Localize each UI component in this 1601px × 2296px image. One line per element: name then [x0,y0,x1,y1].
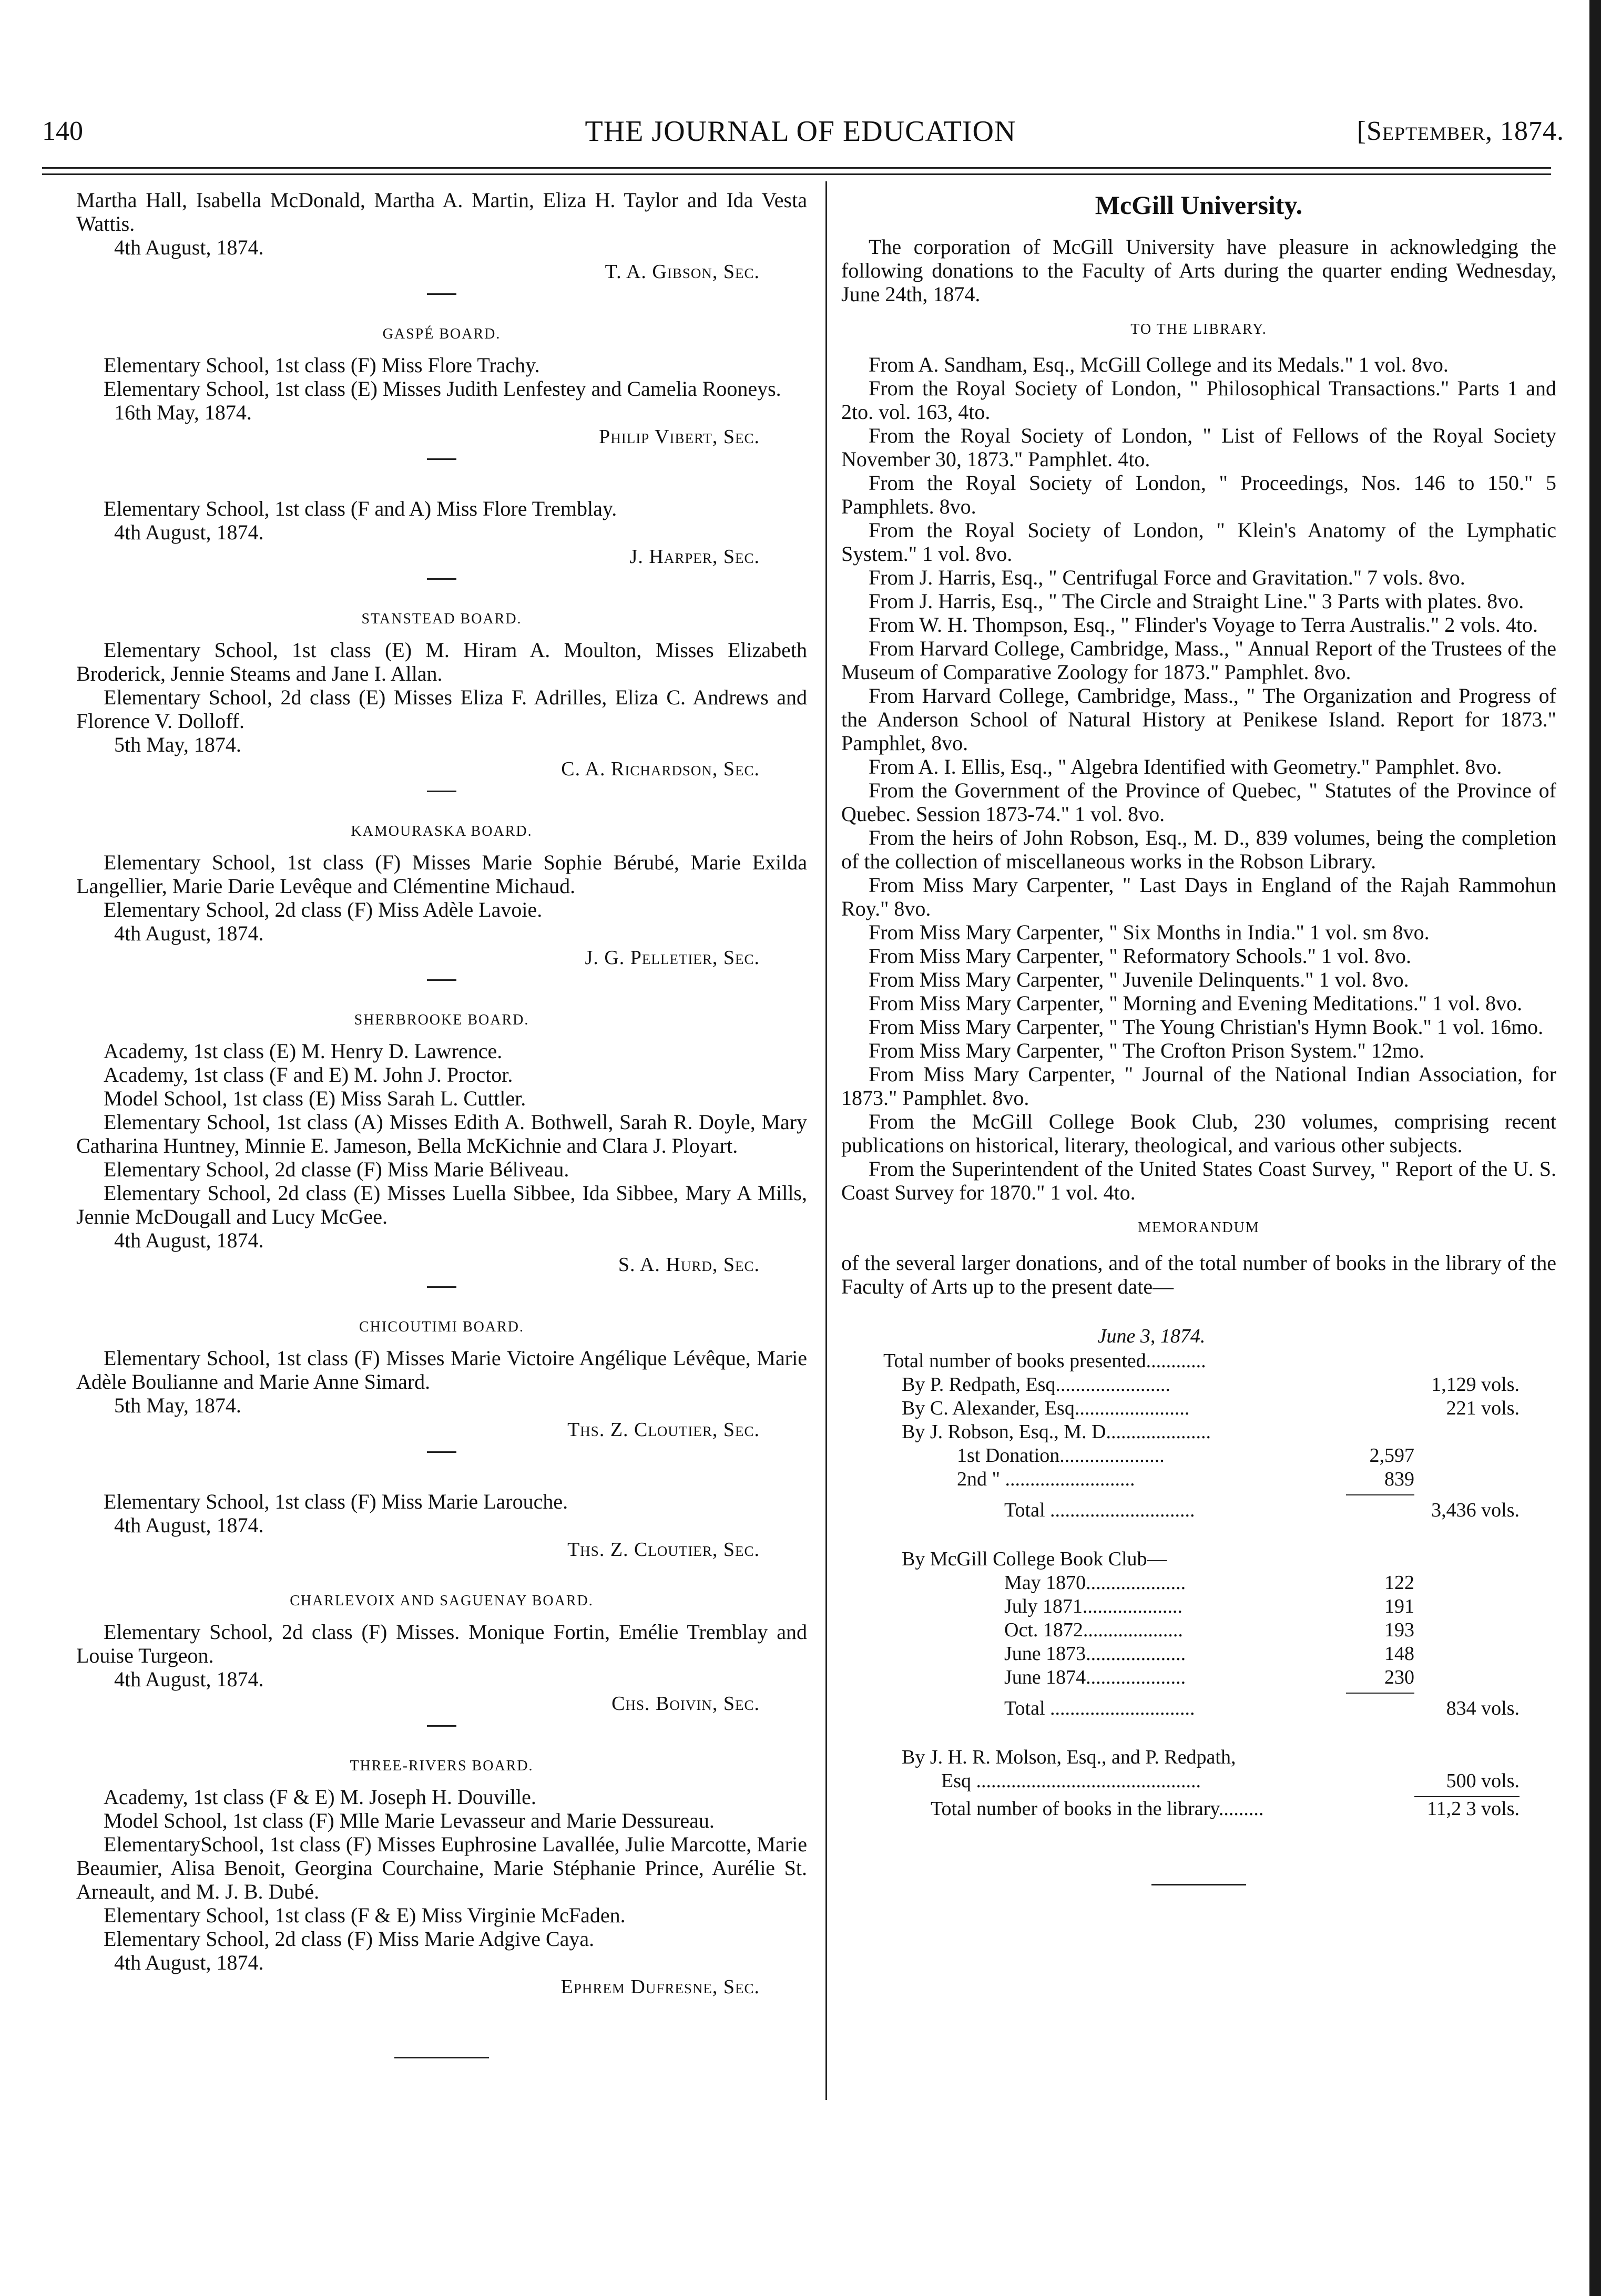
donation-entry: From Miss Mary Carpenter, " Six Months in India." 1 vol. sm 8vo. [869,920,1430,944]
gaspe-entry-2: Elementary School, 1st class (F and A) Miss Flore Tremblay. [104,497,617,520]
donation-entry: From Harvard College, Cambridge, Mass., " Annual Report of the Trustees of the Museum of Comparative Zoology for 1873." Pamphlet. 8vo. [841,637,1556,684]
memo-club-value: 230 [1384,1666,1414,1688]
stanstead-signature: C. A. Richardson, Sec. [561,758,760,780]
library-heading: TO THE LIBRARY. [1130,321,1267,337]
memo-subrow-label: 1st Donation..................... [957,1444,1165,1467]
charlevoix-date: 4th August, 1874. [114,1667,264,1691]
donation-entry: From J. Harris, Esq., " Centrifugal Force and Gravitation." 7 vols. 8vo. [869,566,1465,589]
donation-entry: From A. Sandham, Esq., McGill College and its Medals." 1 vol. 8vo. [869,353,1449,376]
memo-club-label: June 1874.................... [1004,1666,1186,1688]
donation-entry: From A. I. Ellis, Esq., " Algebra Identified with Geometry." Pamphlet. 8vo. [869,755,1502,778]
kamouraska-entry: Elementary School, 1st class (F) Misses Marie Sophie Bérubé, Marie Exilda Langellier, Marie Darie Levêque and Clémentine Michaud. [76,850,807,898]
memo-subrow-value: 839 [1384,1468,1414,1490]
kamouraska-signature: J. G. Pelletier, Sec. [585,947,760,969]
donation-entry: From the Superintendent of the United States Coast Survey, " Report of the U. S. Coast Survey for 1870." 1 vol. 4to. [841,1157,1556,1204]
header-rule [42,167,1551,169]
memo-molson-row-2 [883,1769,1535,1793]
gaspe-board-title: GASPÉ BOARD. [382,326,501,342]
donation-entry: From the Royal Society of London, " Proceedings, Nos. 146 to 150." 5 Pamphlets. 8vo. [841,471,1556,518]
threerivers-date: 4th August, 1874. [114,1951,264,1974]
memo-date: June 3, 1874. [1097,1325,1206,1347]
left-column [76,188,807,2058]
memo-subrow [883,1468,1535,1491]
memo-grand-total-label: Total number of books in the library......... [931,1798,1264,1820]
memo-molson-label-2: Esq ............................................. [941,1770,1201,1792]
stanstead-entry: Elementary School, 2d class (E) Misses Eliza F. Adrilles, Eliza C. Andrews and Florence V. Dolloff. [76,685,807,733]
threerivers-signature: Ephrem Dufresne, Sec. [560,1976,760,1998]
memo-subrow [883,1444,1535,1468]
issue-date: [September, 1874. [1357,116,1564,146]
memo-row-label: By P. Redpath, Esq....................... [902,1374,1170,1396]
memo-club-row [883,1618,1535,1642]
gaspe-date: 16th May, 1874. [114,401,252,424]
memo-molson-label: By J. H. R. Molson, Esq., and P. Redpath, [902,1746,1236,1768]
section-dash [427,1725,456,1727]
memo-header-row [883,1349,1535,1373]
donation-entry: From Harvard College, Cambridge, Mass., " The Organization and Progress of the Anderson School of Natural History at Penikese Island. Report for 1873." Pamphlet, 8vo. [841,684,1556,755]
memo-club-title-row [883,1547,1535,1571]
donation-entry: From the Government of the Province of Quebec, " Statutes of the Province of Quebec. Session 1873-74." 1 vol. 8vo. [841,778,1556,826]
memo-club-label: May 1870.................... [1004,1572,1186,1594]
memo-header: Total number of books presented............ [883,1350,1206,1372]
memo-club-value: 193 [1384,1619,1414,1641]
gaspe-date-2: 4th August, 1874. [114,520,264,544]
memorandum-intro: of the several larger donations, and of the total number of books in the library of the Faculty of Arts up to the present date— [841,1251,1556,1298]
sherbrooke-entry: Elementary School, 1st class (A) Misses Edith A. Bothwell, Sarah R. Doyle, Mary Catharina Huntney, Minnie E. Jameson, Bella McKichnie and Clara J. Ployart. [76,1110,807,1157]
journal-title: THE JOURNAL OF EDUCATION [585,115,1016,148]
donation-entry: From Miss Mary Carpenter, " Reformatory Schools." 1 vol. 8vo. [869,944,1412,968]
memo-subrow-label: 2nd " .......................... [957,1468,1135,1490]
memo-row [883,1373,1535,1397]
threerivers-entry: Academy, 1st class (F & E) M. Joseph H. Douville. [104,1785,536,1809]
donation-entry: From the heirs of John Robson, Esq., M. D., 839 volumes, being the completion of the collection of miscellaneous works in the Robson Library. [841,826,1556,873]
memo-subrow-value: 2,597 [1369,1444,1414,1467]
column-end-rule [394,2057,489,2058]
chicoutimi-entry-2: Elementary School, 1st class (F) Miss Marie Larouche. [104,1490,568,1513]
kamouraska-date: 4th August, 1874. [114,921,264,945]
donation-entry: From Miss Mary Carpenter, " Journal of the National Indian Association, for 1873." Pamphlet. 8vo. [841,1062,1556,1110]
memo-rule [1346,1693,1414,1694]
gaspe-entry: Elementary School, 1st class (F) Miss Flore Trachy. [104,353,540,377]
right-column [841,188,1556,1885]
chicoutimi-date-2: 4th August, 1874. [114,1513,264,1537]
memo-club-row [883,1642,1535,1666]
chicoutimi-date: 5th May, 1874. [114,1393,241,1417]
memo-club-row [883,1595,1535,1618]
donation-entry: From J. Harris, Esq., " The Circle and Straight Line." 3 Parts with plates. 8vo. [869,589,1524,613]
donation-entry: From the McGill College Book Club, 230 volumes, comprising recent publications on historical, literary, theological, and various other subjects. [841,1110,1556,1157]
threerivers-entry: Model School, 1st class (F) Mlle Marie Levasseur and Marie Dessureau. [104,1809,715,1832]
memo-club-label: Oct. 1872.................... [1004,1619,1183,1641]
memo-total-value: 834 vols. [1446,1697,1520,1719]
section-dash [427,578,456,580]
memo-club-row [883,1666,1535,1689]
header-rule-2 [42,173,1551,175]
memo-row-label: By J. Robson, Esq., M. D..................... [902,1421,1211,1443]
sherbrooke-date: 4th August, 1874. [114,1228,264,1252]
donation-entry: From Miss Mary Carpenter, " Morning and Evening Meditations." 1 vol. 8vo. [869,991,1523,1015]
sherbrooke-entry: Academy, 1st class (E) M. Henry D. Lawrence. [104,1039,503,1063]
memo-club-row [883,1571,1535,1595]
memo-total-label: Total ............................. [1004,1697,1195,1719]
charlevoix-entry: Elementary School, 2d class (F) Misses. Monique Fortin, Emélie Tremblay and Louise Turgeon. [76,1620,807,1667]
chicoutimi-entry: Elementary School, 1st class (F) Misses Marie Victoire Angélique Lévêque, Marie Adèle Boulianne and Marie Anne Simard. [76,1346,807,1393]
section-dash [427,293,456,295]
threerivers-board-title: THREE-RIVERS BOARD. [350,1758,534,1774]
memorandum-table [883,1325,1535,1821]
donation-list [841,353,1556,1204]
threerivers-entry: ElementarySchool, 1st class (F) Misses Euphrosine Lavallée, Julie Marcotte, Marie Beaumier, Alisa Benoit, Georgina Courchaine, Marie Stéphanie Prince, Aurélie St. Arneault, and M. J. B. Dubé. [76,1832,807,1903]
memo-molson-row [883,1746,1535,1769]
memo-total-label: Total ............................. [1004,1499,1195,1521]
memo-row-value: 221 vols. [1446,1397,1520,1419]
charlevoix-board-title: CHARLEVOIX AND SAGUENAY BOARD. [290,1593,594,1609]
memo-row-label: By C. Alexander, Esq....................... [902,1397,1190,1419]
chicoutimi-board-title: CHICOUTIMI BOARD. [359,1319,524,1335]
memo-club-rows [883,1571,1535,1689]
threerivers-entry: Elementary School, 2d class (F) Miss Marie Adgive Caya. [104,1927,595,1951]
gaspe-entry: Elementary School, 1st class (E) Misses Judith Lenfestey and Camelia Rooneys. [104,377,781,401]
donation-entry: From the Royal Society of London, " Philosophical Transactions." Parts 1 and 2to. vol. 163, 4to. [841,376,1556,424]
section-dash [427,979,456,981]
sherbrooke-entry: Academy, 1st class (F and E) M. John J. Proctor. [104,1063,513,1086]
charlevoix-signature: Chs. Boivin, Sec. [611,1693,760,1715]
kamouraska-board-title: KAMOURASKA BOARD. [351,823,533,839]
scan-edge [1589,0,1601,2296]
memo-row [883,1420,1535,1444]
mcgill-title: McGill University. [1095,190,1303,220]
donation-entry: From the Royal Society of London, " List of Fellows of the Royal Society November 30, 1873." Pamphlet. 4to. [841,424,1556,471]
memo-club-value: 148 [1384,1643,1414,1665]
stanstead-entry: Elementary School, 1st class (E) M. Hiram A. Moulton, Misses Elizabeth Broderick, Jennie Steams and Jane I. Allan. [76,638,807,685]
kamouraska-entry: Elementary School, 2d class (F) Miss Adèle Lavoie. [104,898,543,921]
donation-entry: From Miss Mary Carpenter, " The Crofton Prison System." 12mo. [869,1039,1424,1062]
donation-entry: From the Royal Society of London, " Klein's Anatomy of the Lymphatic System." 1 vol. 8vo. [841,518,1556,566]
section-dash [427,791,456,792]
gaspe-signature-2: J. Harper, Sec. [629,546,760,568]
donation-entry: From Miss Mary Carpenter, " Juvenile Delinquents." 1 vol. 8vo. [869,968,1409,991]
sherbrooke-board-title: SHERBROOKE BOARD. [354,1012,529,1028]
mcgill-intro: The corporation of McGill University have pleasure in acknowledging the following donations to the Faculty of Arts during the quarter ending Wednesday, June 24th, 1874. [841,235,1556,306]
stanstead-board-title: STANSTEAD BOARD. [361,611,522,627]
memo-molson-value: 500 vols. [1446,1770,1520,1792]
sherbrooke-signature: S. A. Hurd, Sec. [618,1254,760,1276]
memo-total-row [883,1499,1535,1522]
memo-row-value: 1,129 vols. [1431,1374,1520,1396]
memo-rule [1346,1494,1414,1495]
page-number: 140 [42,116,83,146]
threerivers-entry: Elementary School, 1st class (F & E) Miss Virginie McFaden. [104,1903,626,1927]
donation-entry: From W. H. Thompson, Esq., " Flinder's Voyage to Terra Australis." 2 vols. 4to. [869,613,1538,637]
memorandum-heading: MEMORANDUM [1138,1219,1260,1236]
memo-club-label: July 1871.................... [1004,1595,1182,1617]
gaspe-signature: Philip Vibert, Sec. [599,426,760,448]
sherbrooke-entry: Elementary School, 2d classe (F) Miss Marie Béliveau. [104,1157,569,1181]
column-end-rule [1151,1884,1246,1885]
memo-grand-total-value: 11,2 3 vols. [1427,1798,1520,1820]
intro-date: 4th August, 1874. [114,235,264,259]
memo-row [883,1397,1535,1420]
stanstead-date: 5th May, 1874. [114,733,241,756]
memo-total-value: 3,436 vols. [1431,1499,1520,1521]
donation-entry: From Miss Mary Carpenter, " The Young Christian's Hymn Book." 1 vol. 16mo. [869,1015,1544,1039]
memo-total-row [883,1697,1535,1720]
chicoutimi-signature-2: Ths. Z. Cloutier, Sec. [567,1539,760,1561]
intro-signature: T. A. Gibson, Sec. [605,261,760,283]
memo-grand-total-row [883,1797,1535,1821]
sherbrooke-entry: Elementary School, 2d class (E) Misses Luella Sibbee, Ida Sibbee, Mary A Mills, Jennie McDougall and Lucy McGee. [76,1181,807,1228]
chicoutimi-signature: Ths. Z. Cloutier, Sec. [567,1419,760,1441]
intro-text: Martha Hall, Isabella McDonald, Martha A. Martin, Eliza H. Taylor and Ida Vesta Wattis. [76,188,807,235]
memo-club-value: 122 [1384,1572,1414,1594]
column-divider [825,181,827,2100]
memo-club-value: 191 [1384,1595,1414,1617]
memo-club-label: June 1873.................... [1004,1643,1186,1665]
memo-club-title: By McGill College Book Club— [902,1548,1167,1570]
sherbrooke-entry: Model School, 1st class (E) Miss Sarah L. Cuttler. [104,1086,526,1110]
donation-entry: From Miss Mary Carpenter, " Last Days in England of the Rajah Rammohun Roy." 8vo. [841,873,1556,920]
section-dash [427,1286,456,1288]
